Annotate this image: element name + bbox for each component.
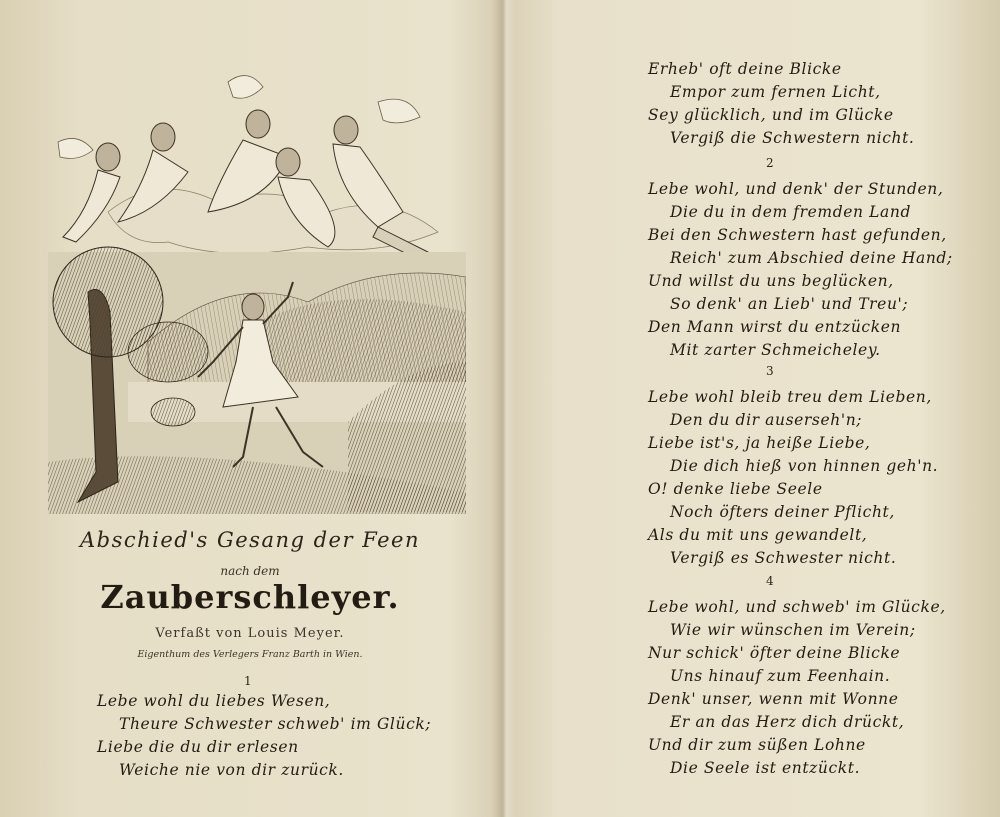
verse-line: Denk' unser, wenn mit Wonne <box>648 690 899 708</box>
verse-line: Lebe wohl bleib treu dem Lieben, <box>648 388 932 406</box>
stanza-number: 4 <box>766 574 774 588</box>
verse-line: Den du dir auserseh'n; <box>670 411 863 429</box>
verse-line: Empor zum fernen Licht, <box>670 83 881 101</box>
author-line: Verfaßt von Louis Meyer. <box>155 626 345 641</box>
right-page <box>510 0 1000 817</box>
song-subtitle: nach dem <box>220 564 280 578</box>
verse-line: Er an das Herz dich drückt, <box>670 713 905 731</box>
verse-line: Nur schick' öfter deine Blicke <box>648 644 901 662</box>
fairy-engraving <box>48 62 466 514</box>
verse-line: Und willst du uns beglücken, <box>648 272 894 290</box>
verse-line: Weiche nie von dir zurück. <box>119 761 344 779</box>
verse-line: Vergiß es Schwester nicht. <box>670 549 897 567</box>
verse-line: Vergiß die Schwestern nicht. <box>670 129 915 147</box>
verse-line: O! denke liebe Seele <box>648 480 823 498</box>
verse-line: Bei den Schwestern hast gefunden, <box>648 226 947 244</box>
stanza-number: 3 <box>766 364 774 378</box>
verse-line: Uns hinauf zum Feenhain. <box>670 667 891 685</box>
verse-line: Erheb' oft deine Blicke <box>648 60 842 78</box>
verse-line: Wie wir wünschen im Verein; <box>670 621 916 639</box>
verse-line: Lebe wohl, und denk' der Stunden, <box>648 180 944 198</box>
stanza-number: 1 <box>244 674 252 688</box>
verse-line: Sey glücklich, und im Glücke <box>648 106 894 124</box>
verse-line: Liebe die du dir erlesen <box>97 738 299 756</box>
verse-line: Als du mit uns gewandelt, <box>648 526 868 544</box>
publisher-line: Eigenthum des Verlegers Franz Barth in Wien. <box>137 649 363 660</box>
verse-line: Mit zarter Schmeicheley. <box>670 341 881 359</box>
verse-line: So denk' an Lieb' und Treu'; <box>670 295 909 313</box>
main-title: Zauberschleyer. <box>100 578 400 616</box>
song-title: Abschied's Gesang der Feen <box>79 528 420 552</box>
verse-line: Die du in dem fremden Land <box>670 203 911 221</box>
verse-line: Lebe wohl du liebes Wesen, <box>97 692 331 710</box>
verse-line: Und dir zum süßen Lohne <box>648 736 866 754</box>
verse-line: Die dich hieß von hinnen geh'n. <box>670 457 939 475</box>
verse-line: Reich' zum Abschied deine Hand; <box>670 249 953 267</box>
verse-line: Liebe ist's, ja heiße Liebe, <box>648 434 871 452</box>
verse-line: Die Seele ist entzückt. <box>670 759 861 777</box>
verse-line: Den Mann wirst du entzücken <box>648 318 902 336</box>
verse-line: Noch öfters deiner Pflicht, <box>670 503 895 521</box>
stanza-number: 2 <box>766 156 774 170</box>
verse-line: Theure Schwester schweb' im Glück; <box>119 715 432 733</box>
verse-line: Lebe wohl, und schweb' im Glücke, <box>648 598 946 616</box>
